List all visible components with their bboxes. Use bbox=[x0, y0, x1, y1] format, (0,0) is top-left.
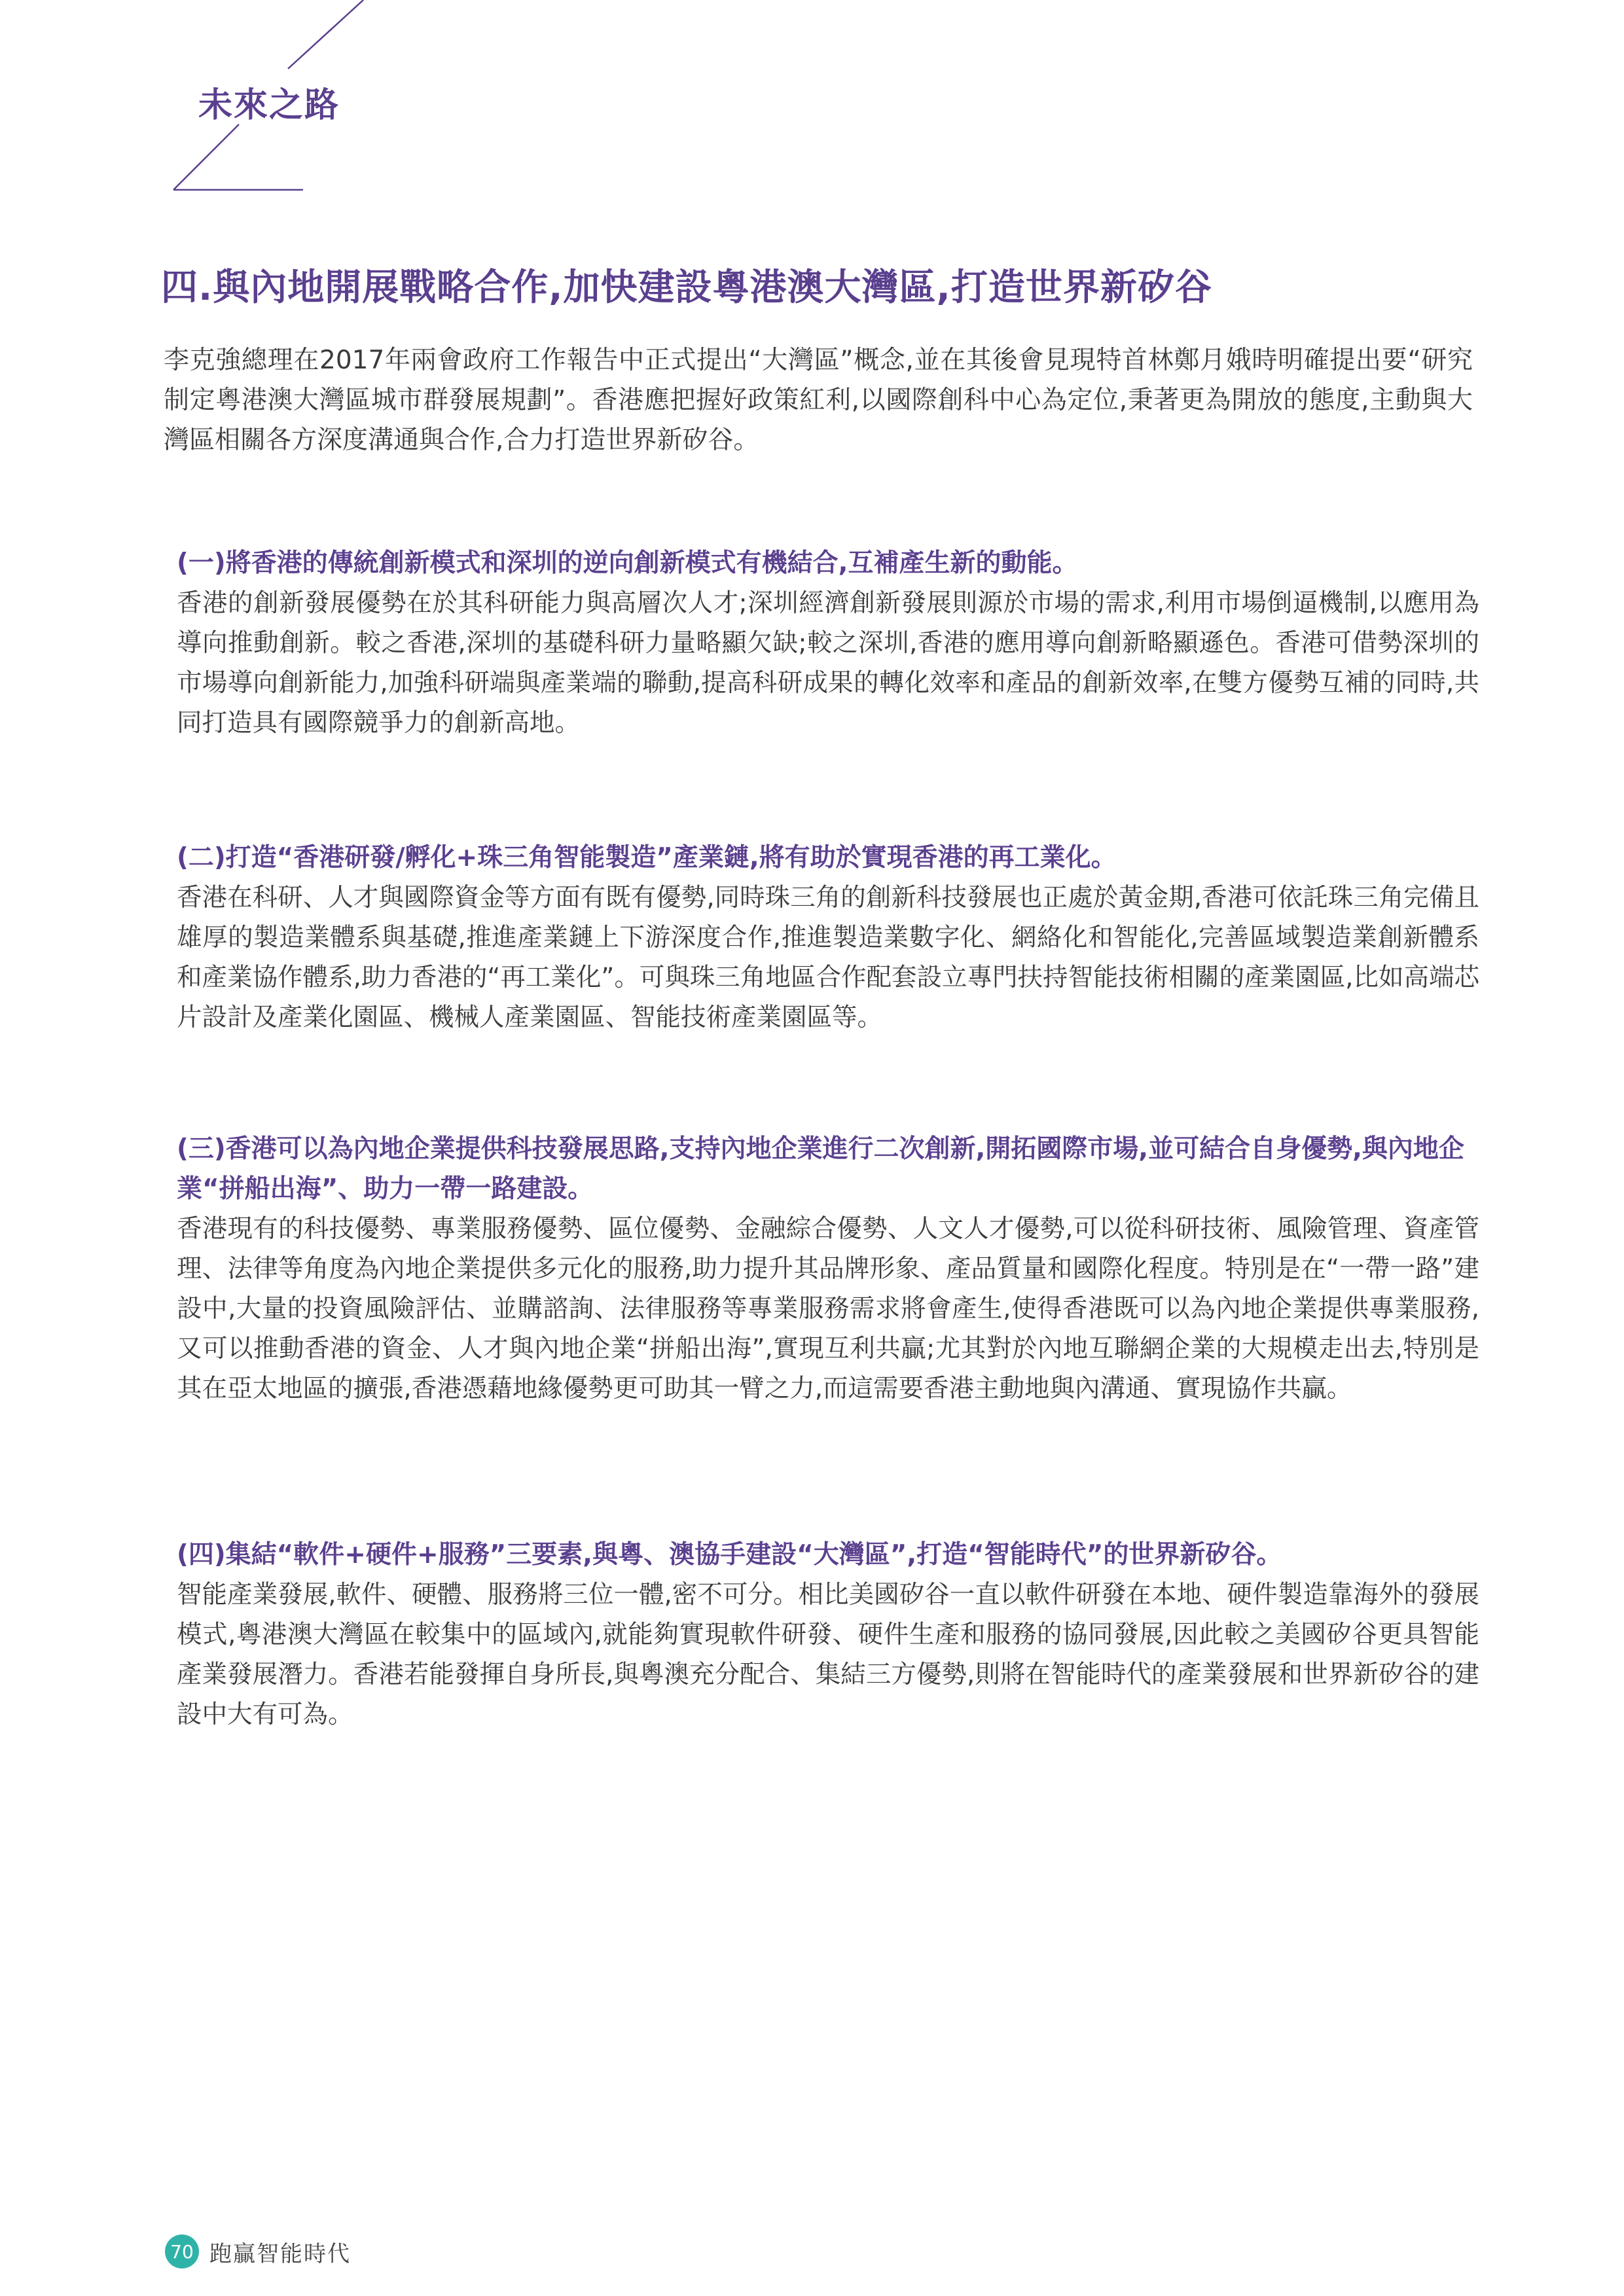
publication-title: 跑贏智能時代 bbox=[209, 2240, 351, 2267]
page-footer bbox=[165, 2232, 351, 2271]
subsection-heading: (二)打造“香港研發/孵化+珠三角智能製造”產業鏈,將有助於實現香港的再工業化。 bbox=[177, 843, 1117, 872]
subsection-heading: (三)香港可以為內地企業提供科技發展思路,支持內地企業進行二次創新,開拓國際市場,並可結合自身優勢,與內地企業“拼船出海”、助力一帶一路建設。 bbox=[177, 1134, 1464, 1204]
subsection-3 bbox=[177, 1129, 1479, 1408]
intro-paragraph: 李克強總理在2017年兩會政府工作報告中正式提出“大灣區”概念,並在其後會見現特首林鄭月娥時明確提出要“研究制定粵港澳大灣區城市群發展規劃”。香港應把握好政策紅利,以國際創科中心為定位,秉著更為開放的態度,主動與大灣區相關各方深度溝通與合作,合力打造世界新矽谷。 bbox=[164, 346, 1473, 455]
subsection-body: 香港在科研、人才與國際資金等方面有既有優勢,同時珠三角的創新科技發展也正處於黃金期,香港可依託珠三角完備且雄厚的製造業體系與基礎,推進產業鏈上下游深度合作,推進製造業數字化、網絡化和智能化,完善區域製造業創新體系和產業協作體系,助力香港的“再工業化”。可與珠三角地區合作配套設立專門扶持智能技術相關的產業園區,比如高端芯片設計及產業化園區、機械人產業園區、智能技術產業園區等。 bbox=[177, 883, 1479, 1032]
section-label: 未來之路 bbox=[198, 86, 340, 125]
subsection-heading: (一)將香港的傳統創新模式和深圳的逆向創新模式有機結合,互補產生新的動能。 bbox=[177, 548, 1078, 578]
page-title: 四.與內地開展戰略合作,加快建設粵港澳大灣區,打造世界新矽谷 bbox=[161, 266, 1212, 309]
page-number-badge: 70 bbox=[165, 2234, 199, 2269]
subsection-body: 香港現有的科技優勢、專業服務優勢、區位優勢、金融綜合優勢、人文人才優勢,可以從科研技術、風險管理、資產管理、法律等角度為內地企業提供多元化的服務,助力提升其品牌形象、產品質量和國際化程度。特別是在“一帶一路”建設中,大量的投資風險評估、並購諮詢、法律服務等專業服務需求將會產生,使得香港既可以為內地企業提供專業服務,又可以推動香港的資金、人才與內地企業“拼船出海”,實現互利共贏;尤其對於內地互聯網企業的大規模走出去,特別是其在亞太地區的擴張,香港憑藉地緣優勢更可助其一臂之力,而這需要香港主動地與內溝通、實現協作共贏。 bbox=[177, 1214, 1479, 1403]
decor-line-lower bbox=[173, 124, 239, 190]
subsection-body: 智能產業發展,軟件、硬體、服務將三位一體,密不可分。相比美國矽谷一直以軟件研發在本地、硬件製造靠海外的發展模式,粵港澳大灣區在較集中的區域內,就能夠實現軟件研發、硬件生產和服務的協同發展,因此較之美國矽谷更具智能產業發展潛力。香港若能發揮自身所長,與粵澳充分配合、集結三方優勢,則將在智能時代的產業發展和世界新矽谷的建設中大有可為。 bbox=[177, 1580, 1479, 1729]
subsection-body: 香港的創新發展優勢在於其科研能力與高層次人才;深圳經濟創新發展則源於市場的需求,利用市場倒逼機制,以應用為導向推動創新。較之香港,深圳的基礎科研力量略顯欠缺;較之深圳,香港的應用導向創新略顯遜色。香港可借勢深圳的市場導向創新能力,加強科研端與產業端的聯動,提高科研成果的轉化效率和產品的創新效率,在雙方優勢互補的同時,共同打造具有國際競爭力的創新高地。 bbox=[177, 588, 1479, 738]
subsection-2 bbox=[177, 838, 1479, 1037]
subsection-heading: (四)集結“軟件+硬件+服務”三要素,與粵、澳協手建設“大灣區”,打造“智能時代”的世界新矽谷。 bbox=[177, 1540, 1282, 1570]
decor-line-upper bbox=[288, 0, 363, 69]
subsection-1 bbox=[177, 543, 1479, 743]
subsection-4 bbox=[177, 1535, 1479, 1734]
